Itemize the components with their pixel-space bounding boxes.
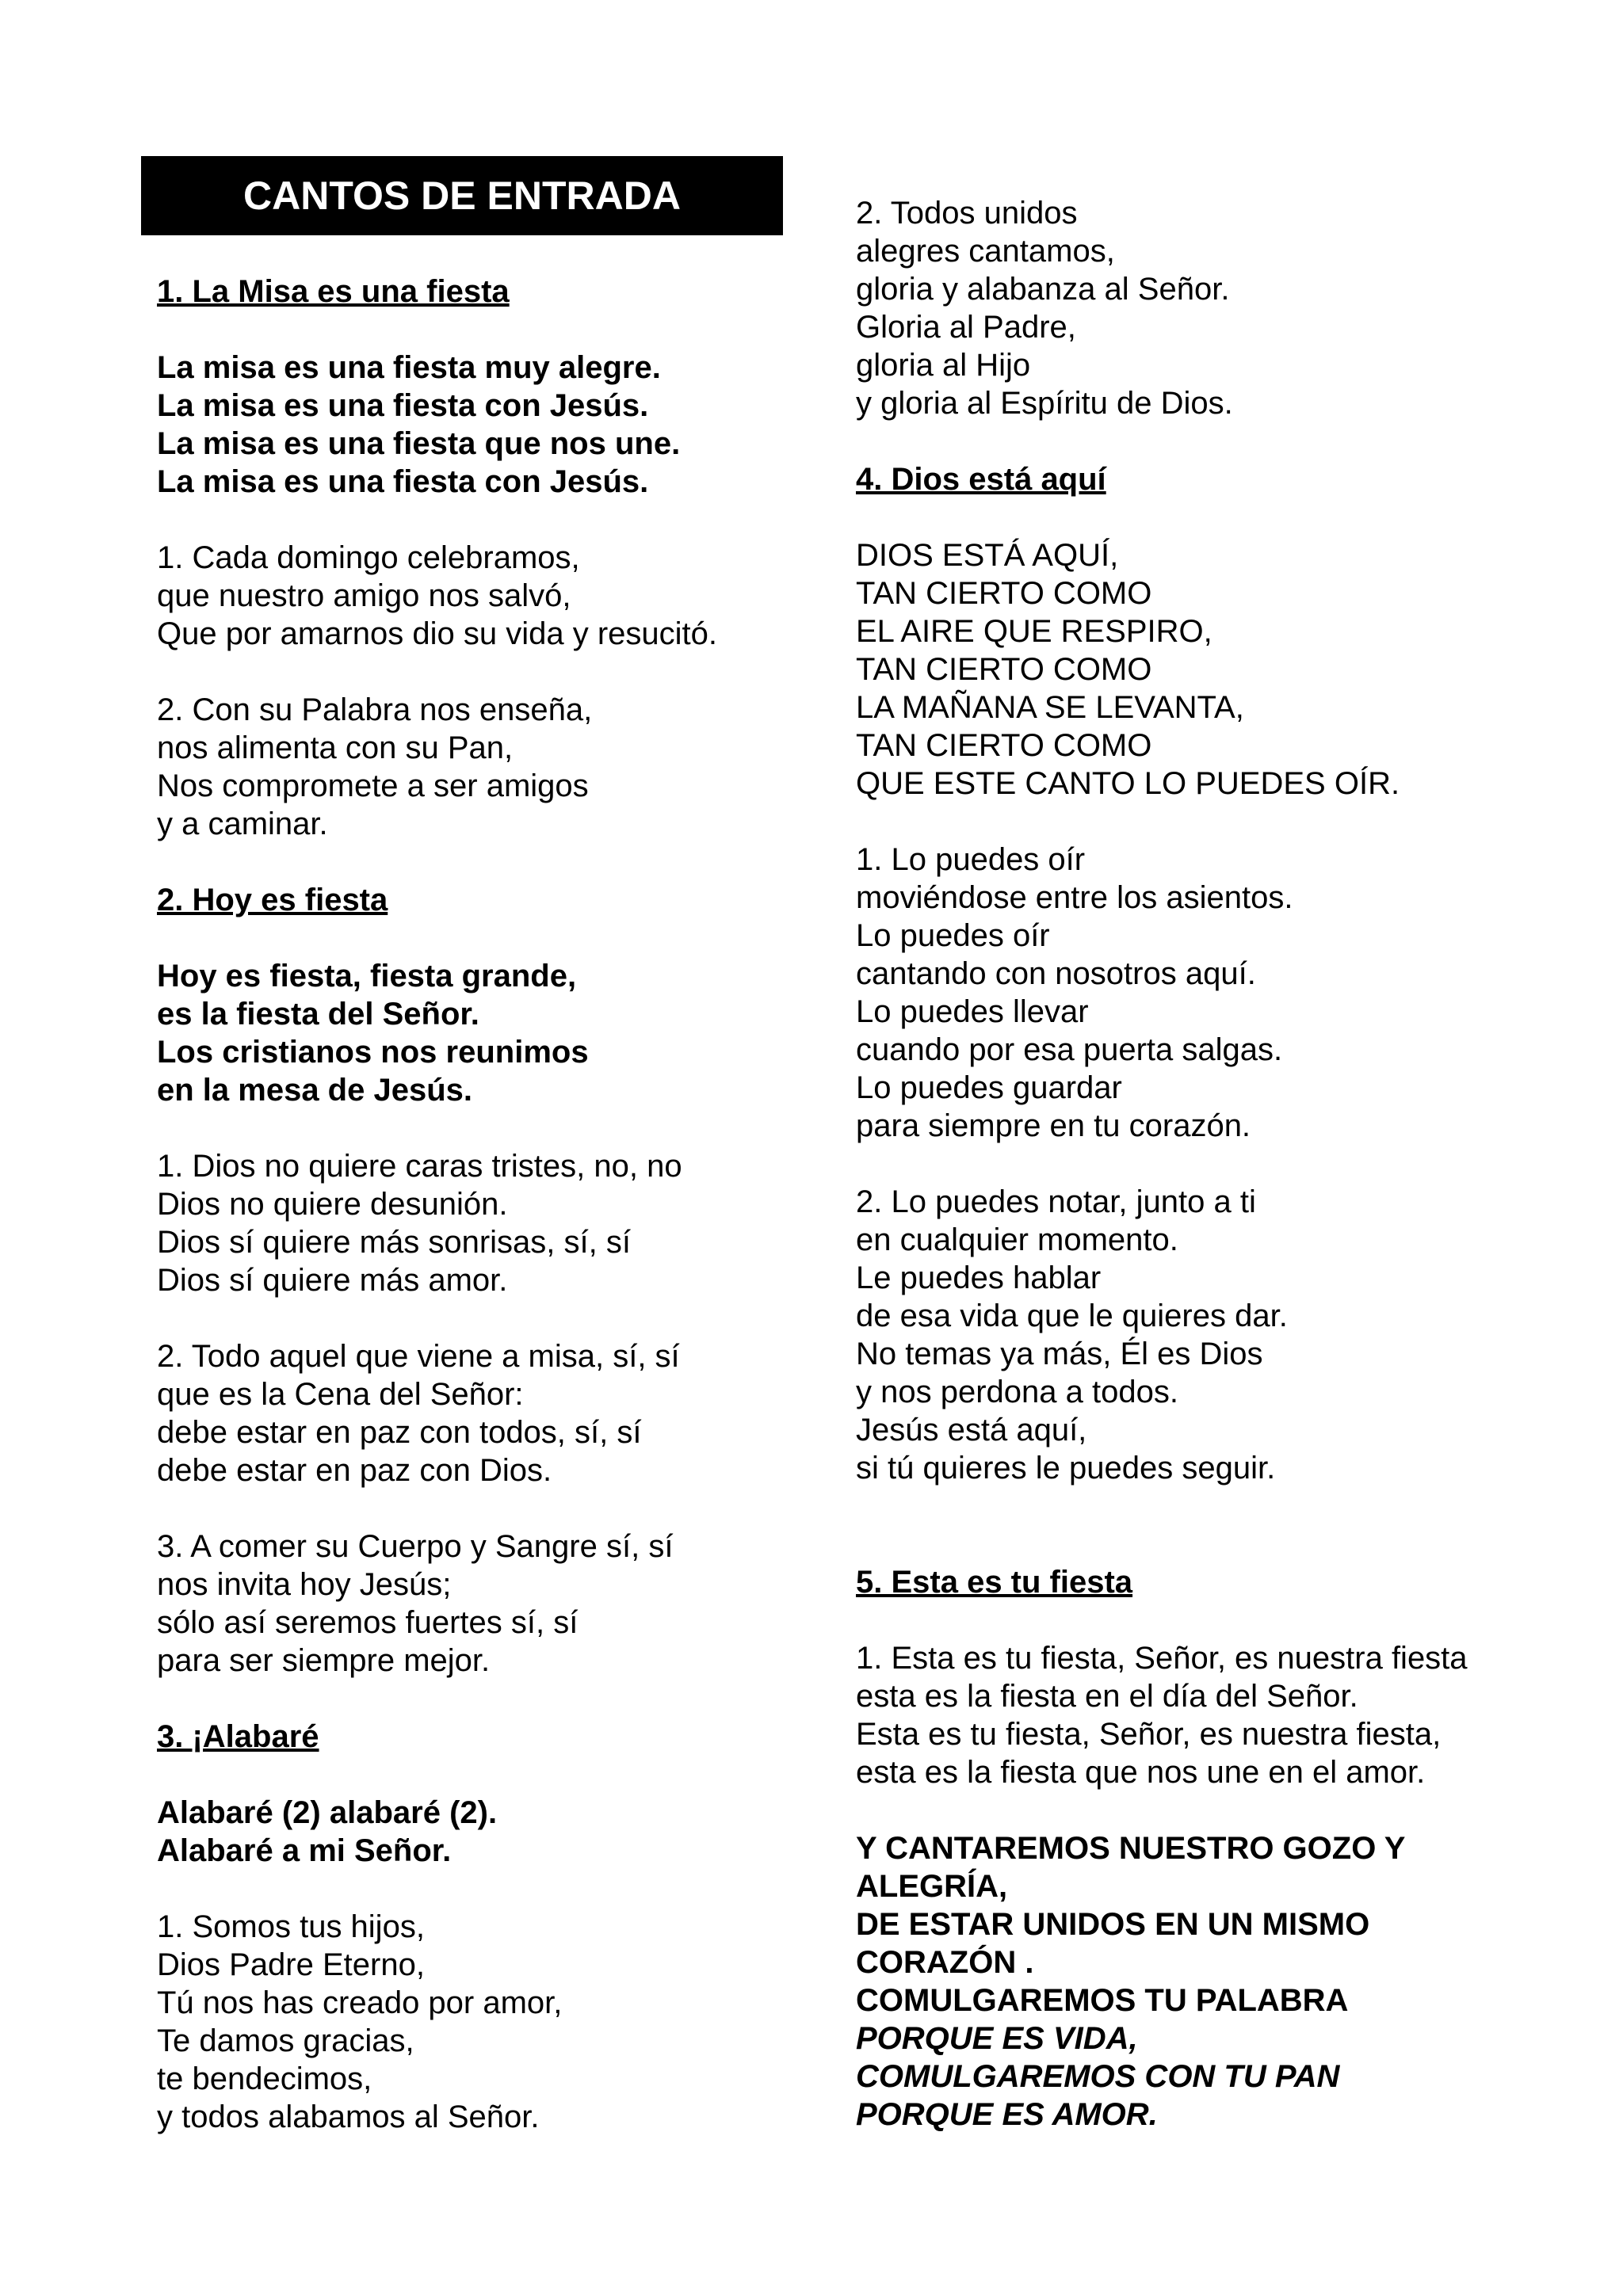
lyric-line: debe estar en paz con Dios. — [157, 1453, 552, 1488]
verse — [157, 1337, 783, 1489]
lyric-line: La misa es una fiesta que nos une. — [157, 426, 681, 461]
lyric-line: La misa es una fiesta muy alegre. — [157, 350, 661, 385]
song-title: 5. Esta es tu fiesta — [856, 1565, 1133, 1600]
verse — [856, 1183, 1569, 1487]
lyric-line: Alabaré (2) alabaré (2). — [157, 1795, 498, 1830]
lyric-line: 1. Dios no quiere caras tristes, no, no — [157, 1149, 682, 1184]
lyric-line: te bendecimos, — [157, 2061, 372, 2096]
lyric-line: 2. Con su Palabra nos enseña, — [157, 692, 593, 727]
lyric-line: 2. Todos unidos — [856, 196, 1078, 231]
lyric-line: nos alimenta con su Pan, — [157, 730, 514, 765]
lyric-line: cuando por esa puerta salgas. — [856, 1032, 1283, 1067]
lyric-line: Jesús está aquí, — [856, 1413, 1087, 1447]
lyric-line: en cualquier momento. — [856, 1222, 1178, 1257]
lyric-line: para siempre en tu corazón. — [856, 1108, 1251, 1143]
chorus — [157, 1794, 783, 1870]
left-flow — [157, 273, 783, 2174]
lyric-line: Te damos gracias, — [157, 2023, 414, 2058]
chorus — [856, 1829, 1569, 2134]
verse — [157, 691, 783, 843]
lyric-line: Lo puedes llevar — [856, 994, 1089, 1029]
lyric-line: que es la Cena del Señor: — [157, 1377, 524, 1412]
lyric-line: COMULGAREMOS CON TU PAN — [856, 2059, 1340, 2094]
lyric-line: Dios Padre Eterno, — [157, 1947, 425, 1982]
song-title: 1. La Misa es una fiesta — [157, 274, 510, 309]
lyric-line: y nos perdona a todos. — [856, 1375, 1178, 1409]
lyric-line: 3. A comer su Cuerpo y Sangre sí, sí — [157, 1529, 674, 1564]
lyric-line: LA MAÑANA SE LEVANTA, — [856, 690, 1244, 725]
lyric-line: PORQUE ES AMOR. — [856, 2097, 1158, 2132]
lyric-line: 2. Lo puedes notar, junto a ti — [856, 1184, 1256, 1219]
lyric-line: Gloria al Padre, — [856, 310, 1076, 345]
verse — [157, 1147, 783, 1299]
lyric-line: Dios no quiere desunión. — [157, 1187, 508, 1222]
lyric-line: ALEGRÍA, — [856, 1869, 1008, 1904]
spacer — [856, 1525, 1569, 1563]
lyric-line: TAN CIERTO COMO — [856, 576, 1152, 611]
lyric-line: esta es la fiesta que nos une en el amor. — [856, 1755, 1426, 1790]
lyric-line: de esa vida que le quieres dar. — [856, 1299, 1288, 1333]
lyric-line: cantando con nosotros aquí. — [856, 956, 1256, 991]
song-title: 3. ¡Alabaré — [157, 1719, 319, 1754]
lyric-line: TAN CIERTO COMO — [856, 652, 1152, 687]
lyric-line: 1. Lo puedes oír — [856, 842, 1086, 877]
lyric-line: moviéndose entre los asientos. — [856, 880, 1293, 915]
lyric-line: y gloria al Espíritu de Dios. — [856, 386, 1233, 421]
verse — [856, 841, 1569, 1145]
lyric-line: Dios sí quiere más sonrisas, sí, sí — [157, 1225, 631, 1260]
lyric-line: gloria al Hijo — [856, 348, 1031, 383]
lyric-line: para ser siempre mejor. — [157, 1643, 491, 1678]
lyric-line: Tú nos has creado por amor, — [157, 1985, 563, 2020]
lyric-line: Los cristianos nos reunimos — [157, 1035, 589, 1070]
lyric-line: CORAZÓN . — [856, 1945, 1034, 1980]
song-title: 2. Hoy es fiesta — [157, 883, 388, 917]
lyric-line: PORQUE ES VIDA, — [856, 2021, 1138, 2056]
lyric-line: Lo puedes oír — [856, 918, 1050, 953]
lyric-line: Esta es tu fiesta, Señor, es nuestra fiesta, — [856, 1717, 1442, 1752]
lyric-line: nos invita hoy Jesús; — [157, 1567, 452, 1602]
lyric-line: y todos alabamos al Señor. — [157, 2100, 540, 2134]
lyric-line: y a caminar. — [157, 807, 328, 841]
lyric-line: 1. Esta es tu fiesta, Señor, es nuestra fiesta — [856, 1641, 1468, 1676]
lyric-line: Dios sí quiere más amor. — [157, 1263, 508, 1298]
lyric-line: No temas ya más, Él es Dios — [856, 1337, 1263, 1371]
lyric-line: Nos compromete a ser amigos — [157, 769, 589, 803]
lyric-line: Lo puedes guardar — [856, 1070, 1122, 1105]
lyric-line: esta es la fiesta en el día del Señor. — [856, 1679, 1358, 1714]
lyric-line: Y CANTAREMOS NUESTRO GOZO Y — [856, 1831, 1406, 1866]
chorus — [157, 957, 783, 1109]
lyric-line: QUE ESTE CANTO LO PUEDES OÍR. — [856, 766, 1400, 801]
lyric-line: EL AIRE QUE RESPIRO, — [856, 614, 1212, 649]
lyric-line: que nuestro amigo nos salvó, — [157, 578, 571, 613]
lyric-line: si tú quieres le puedes seguir. — [856, 1451, 1276, 1486]
lyric-line: Alabaré a mi Señor. — [157, 1833, 452, 1868]
verse — [157, 1527, 783, 1680]
lyric-line: sólo así seremos fuertes sí, sí — [157, 1605, 579, 1640]
song-title: 4. Dios está aquí — [856, 462, 1106, 497]
lyric-line: TAN CIERTO COMO — [856, 728, 1152, 763]
verse — [856, 194, 1569, 422]
lyric-line: 1. Somos tus hijos, — [157, 1909, 425, 1944]
chorus — [856, 536, 1569, 803]
lyric-line: 2. Todo aquel que viene a misa, sí, sí — [157, 1339, 680, 1374]
right-flow — [856, 194, 1569, 2172]
lyric-line: Le puedes hablar — [856, 1261, 1102, 1295]
verse — [157, 539, 783, 653]
page-title: CANTOS DE ENTRADA — [141, 156, 783, 235]
lyric-line: debe estar en paz con todos, sí, sí — [157, 1415, 642, 1450]
verse — [856, 1639, 1569, 1791]
verse — [157, 1908, 783, 2136]
lyric-line: DIOS ESTÁ AQUÍ, — [856, 538, 1119, 573]
lyric-line: Hoy es fiesta, fiesta grande, — [157, 959, 577, 994]
lyric-line: 1. Cada domingo celebramos, — [157, 540, 580, 575]
lyric-line: DE ESTAR UNIDOS EN UN MISMO — [856, 1907, 1370, 1942]
lyric-line: La misa es una fiesta con Jesús. — [157, 464, 649, 499]
lyric-line: La misa es una fiesta con Jesús. — [157, 388, 649, 423]
lyric-line: Que por amarnos dio su vida y resucitó. — [157, 616, 718, 651]
lyric-line: es la fiesta del Señor. — [157, 997, 479, 1032]
lyric-line: COMULGAREMOS TU PALABRA — [856, 1983, 1349, 2018]
lyric-line: alegres cantamos, — [856, 234, 1115, 269]
chorus — [157, 349, 783, 501]
lyric-line: en la mesa de Jesús. — [157, 1073, 473, 1108]
lyric-line: gloria y alabanza al Señor. — [856, 272, 1230, 307]
